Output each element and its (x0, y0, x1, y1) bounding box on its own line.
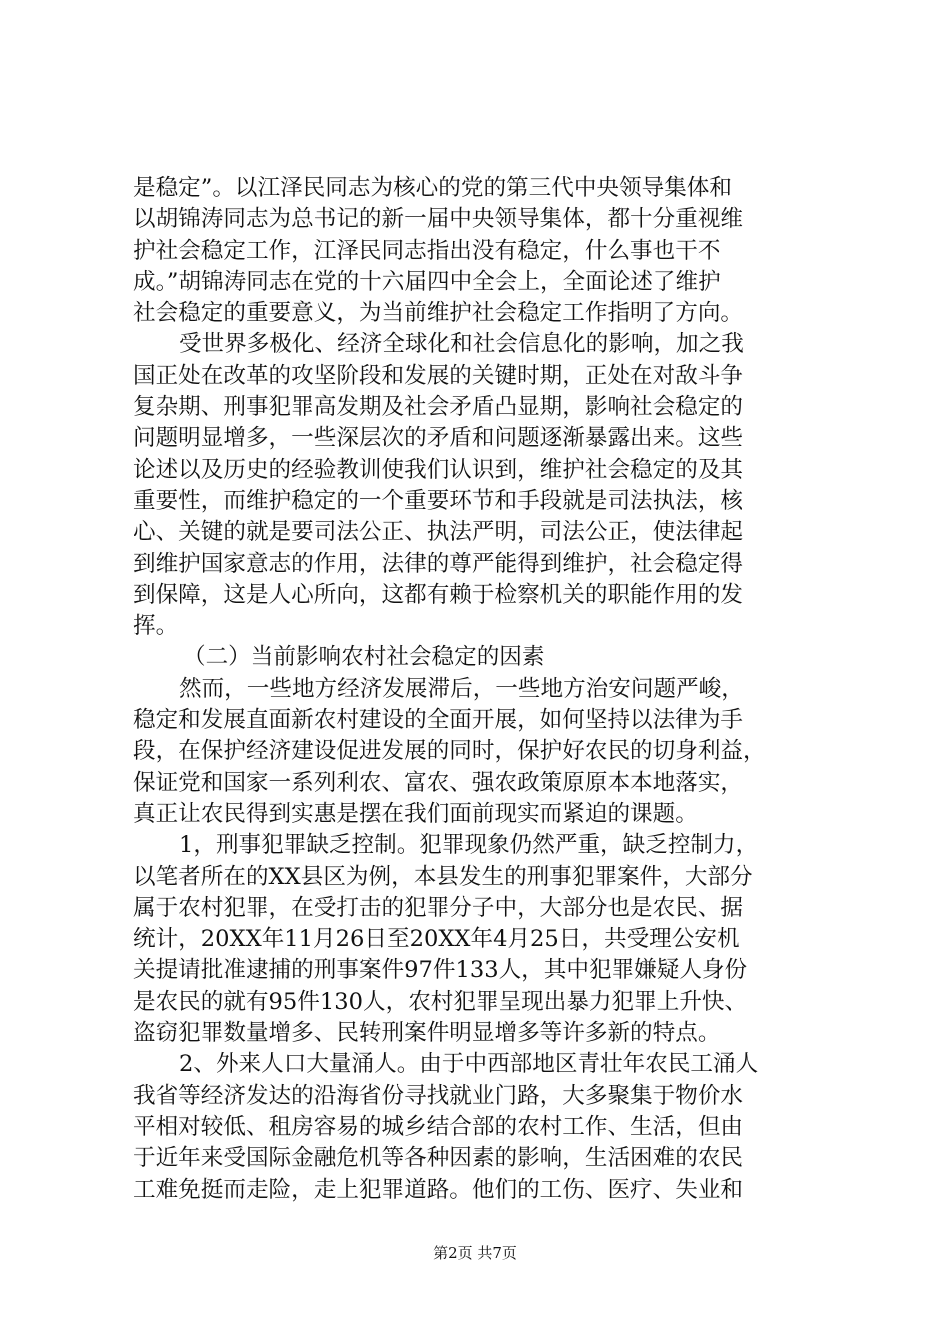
page-number-footer: 第2页 共7页 (433, 1244, 517, 1262)
text-line: 重要性，而维护稳定的一个重要环节和手段就是司法执法，核 (133, 487, 744, 514)
text-line: 挥。 (133, 613, 179, 640)
text-line: 段，在保护经济建设促进发展的同时，保护好农民的切身利益， (133, 738, 766, 765)
text-line: 属于农村犯罪，在受打击的犯罪分子中，大部分也是农民、据 (133, 894, 744, 921)
text-line: 社会稳定的重要意义，为当前维护社会稳定工作指明了方向。 (133, 300, 744, 327)
text-line: 我省等经济发达的沿海省份寻找就业门路，大多聚集于物价水 (133, 1082, 744, 1109)
text-line: 平相对较低、租房容易的城乡结合部的农村工作、生活，但由 (133, 1113, 744, 1140)
text-line: 盗窃犯罪数量增多、民转刑案件明显增多等许多新的特点。 (133, 1020, 721, 1047)
text-line: 是农民的就有95件130人，农村犯罪呈现出暴力犯罪上升快、 (133, 988, 748, 1015)
text-line: 到保障，这是人心所向，这都有赖于检察机关的职能作用的发 (133, 581, 744, 608)
paragraph-first-line: 1，刑事犯罪缺乏控制。犯罪现象仍然严重，缺乏控制力， (179, 832, 759, 859)
paragraph-first-line: 受世界多极化、经济全球化和社会信息化的影响，加之我 (179, 331, 744, 358)
document-body (133, 173, 833, 1206)
text-line: 到维护国家意志的作用，法律的尊严能得到维护，社会稳定得 (133, 550, 744, 577)
text-line: 真正让农民得到实惠是摆在我们面前现实而紧迫的课题。 (133, 800, 698, 827)
paragraph-first-line: 然而，一些地方经济发展滞后，一些地方治安问题严峻， (179, 675, 744, 702)
text-line: 于近年来受国际金融危机等各种因素的影响，生活困难的农民 (133, 1145, 744, 1172)
text-line: 以胡锦涛同志为总书记的新一届中央领导集体，都十分重视维 (133, 206, 744, 233)
paragraph-first-line: 2、外来人口大量涌人。由于中西部地区青壮年农民工涌人 (179, 1051, 759, 1078)
text-line: 以笔者所在的XX县区为例，本县发生的刑事犯罪案件，大部分 (133, 863, 753, 890)
text-line: 关提请批准逮捕的刑事案件97件133人，其中犯罪嫌疑人身份 (133, 957, 748, 984)
text-line: 成。”胡锦涛同志在党的十六届四中全会上，全面论述了维护 (133, 268, 721, 295)
text-line: 心、关键的就是要司法公正、执法严明，司法公正，使法律起 (133, 519, 744, 546)
text-line: 保证党和国家一系列利农、富农、强农政策原原本本地落实， (133, 769, 744, 796)
text-line: 稳定和发展直面新农村建设的全面开展，如何坚持以法律为手 (133, 707, 744, 734)
text-line: 国正处在改革的攻坚阶段和发展的关键时期，正处在对敌斗争 (133, 362, 744, 389)
text-line: 论述以及历史的经验教训使我们认识到，维护社会稳定的及其 (133, 456, 744, 483)
text-line: 统计，20XX年11月26日至20XX年4月25日，共受理公安机 (133, 926, 740, 953)
text-line: 工难免挺而走险，走上犯罪道路。他们的工伤、医疗、失业和 (133, 1176, 744, 1203)
text-line: 问题明显增多，一些深层次的矛盾和问题逐渐暴露出来。这些 (133, 425, 744, 452)
text-line: 护社会稳定工作，江泽民同志指出没有稳定，什么事也干不 (133, 237, 721, 264)
section-heading: （二）当前影响农村社会稳定的因素 (183, 644, 545, 671)
text-line: 是稳定”。以江泽民同志为核心的党的第三代中央领导集体和 (133, 175, 732, 201)
text-line: 复杂期、刑事犯罪高发期及社会矛盾凸显期，影响社会稳定的 (133, 394, 744, 421)
